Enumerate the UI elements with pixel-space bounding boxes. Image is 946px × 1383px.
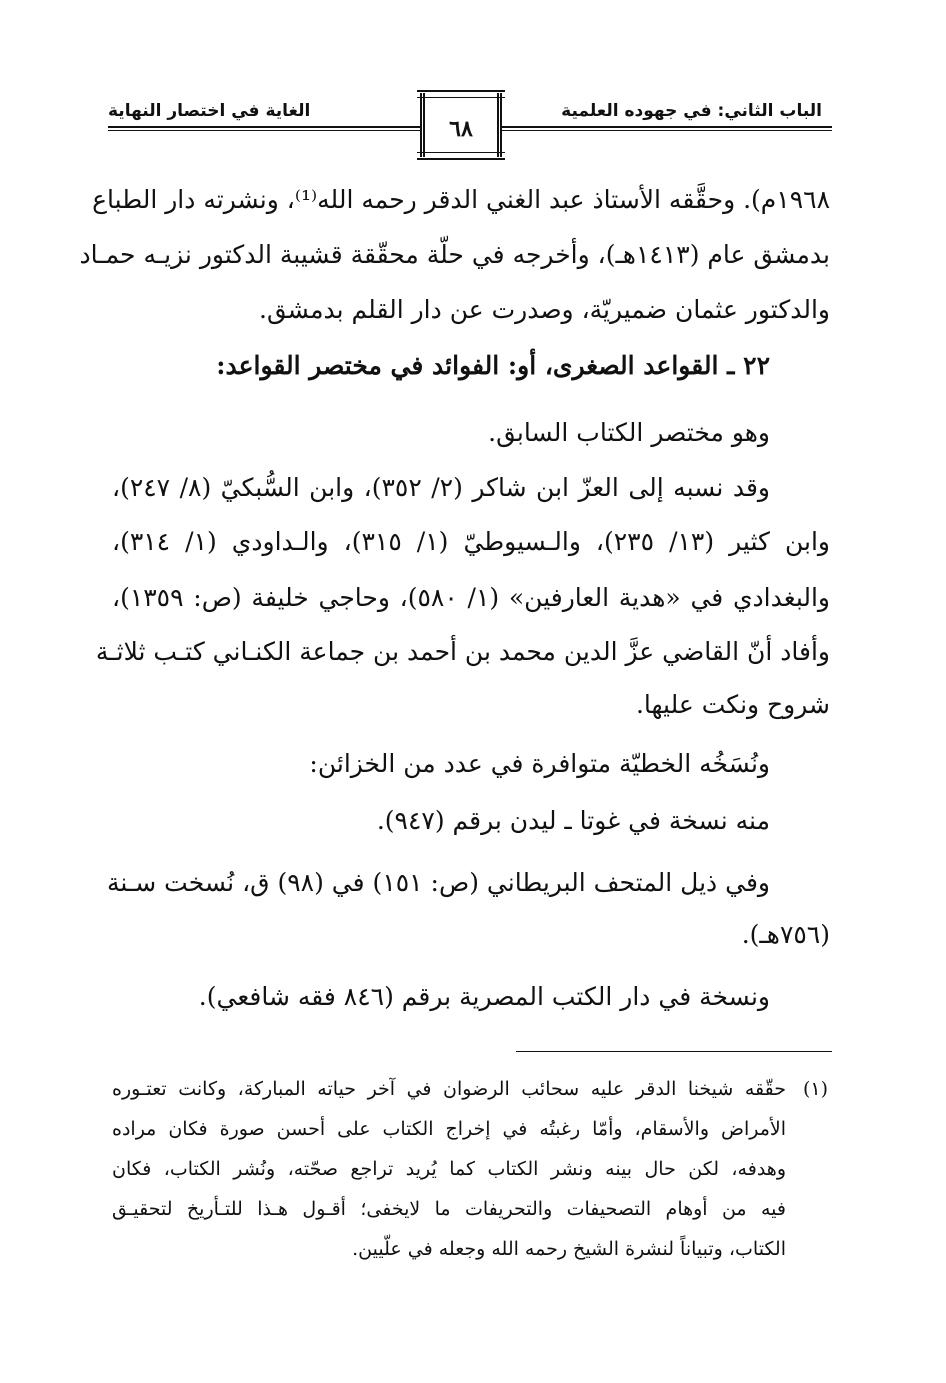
body-line-5: وهو مختصر الكتاب السابق. bbox=[488, 418, 770, 447]
section-heading: ٢٢ ـ القواعد الصغرى، أو: الفوائد في مختصر القواعد: bbox=[216, 351, 770, 380]
header-rule-left-lower bbox=[108, 130, 420, 131]
body-line-7: وابن كثير (١٣/ ٢٣٥)، والـسيوطيّ (١/ ٣١٥)، والـداودي (١/ ٣١٤)، bbox=[112, 527, 830, 556]
page-number: ٦٨ bbox=[449, 116, 473, 142]
body-line-9: وأفاد أنّ القاضي عزَّ الدين محمد بن أحمد بن جماعة الكنـاني كتـب ثلاثـة bbox=[95, 637, 830, 666]
footnote-separator bbox=[516, 1051, 832, 1052]
footnote-line-3: وهدفه، لكن حال بينه ونشر الكتاب كما يُريد تراجع صحّته، ونُشر الكتاب، فكان bbox=[112, 1158, 786, 1180]
body-line-3: والدكتور عثمان ضميريّة، وصدرت عن دار القلم بدمشق. bbox=[259, 295, 830, 324]
header-rule-right bbox=[502, 126, 832, 128]
footnote-line-2: الأمراض والأسقام، وأمّا رغبتُه في إخراج الكتاب على أحسن صورة فكان مراده bbox=[112, 1118, 786, 1140]
body-line-10: شروح ونكت عليها. bbox=[635, 690, 830, 719]
body-line-11: ونُسَخُه الخطيّة متوافرة في عدد من الخزائن: bbox=[309, 749, 770, 778]
body-line-2: بدمشق عام (١٤١٣هـ)، وأخرجه في حلّة محقّقة قشيبة الدكتور نزيـه حمـاد bbox=[79, 240, 830, 269]
footnote-marker: (١) bbox=[802, 1078, 828, 1100]
book-title: الغاية في اختصار النهاية bbox=[108, 101, 311, 121]
body-line-8: والبغدادي في «هدية العارفين» (١/ ٥٨٠)، وحاجي خليفة (ص: ١٣٥٩)، bbox=[112, 583, 830, 612]
header-rule-right-lower bbox=[502, 130, 832, 131]
footnote-line-4: فيه من أوهام التصحيفات والتحريفات ما لايخفى؛ أقـول هـذا للتـأريخ لتحقيـق bbox=[112, 1198, 786, 1220]
body-line-6: وقد نسبه إلى العزّ ابن شاكر (٢/ ٣٥٢)، وابن السُّبكيّ (٨/ ٢٤٧)، bbox=[112, 473, 770, 502]
footnote-line-5: الكتاب، وتبياناً لنشرة الشيخ رحمه الله وجعله في علّيين. bbox=[352, 1238, 786, 1260]
body-line-1: ١٩٦٨م). وحقَّقه الأستاذ عبد الغني الدقر رحمه الله⁽¹⁾، ونشرته دار الطباع bbox=[92, 185, 830, 214]
header-rule-left bbox=[108, 126, 420, 128]
footnote-line-1: حقّقه شيخنا الدقر عليه سحائب الرضوان في آخر حياته المباركة، وكانت تعتـوره bbox=[112, 1078, 786, 1100]
body-line-15: ونسخة في دار الكتب المصرية برقم (٨٤٦ فقه شافعي). bbox=[198, 982, 770, 1011]
body-line-12: منه نسخة في غوتا ـ ليدن برقم (٩٤٧). bbox=[376, 806, 770, 835]
body-line-14: (٧٥٦هـ). bbox=[741, 920, 830, 949]
body-line-13: وفي ذيل المتحف البريطاني (ص: ١٥١) في (٩٨) ق، نُسخت سـنة bbox=[107, 868, 770, 897]
chapter-title: الباب الثاني: في جهوده العلمية bbox=[561, 101, 822, 121]
